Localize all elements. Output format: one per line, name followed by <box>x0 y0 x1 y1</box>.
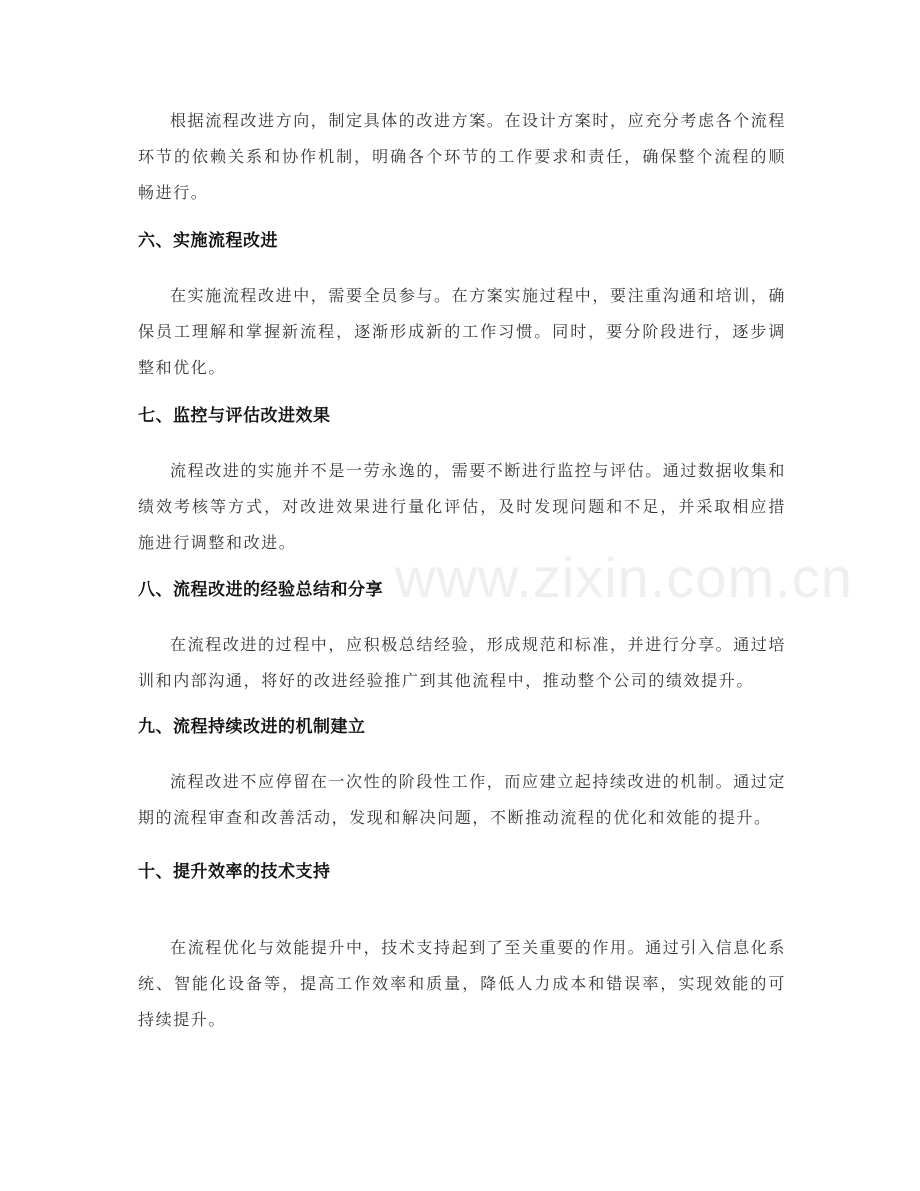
section-heading-8: 八、流程改进的经验总结和分享 <box>138 580 383 600</box>
section-body-10: 在流程优化与效能提升中，技术支持起到了至关重要的作用。通过引入信息化系统、智能化设备等，提高工作效率和质量，降低人力成本和错误率，实现效能的可持续提升。 <box>138 938 787 1029</box>
section-heading-10: 十、提升效率的技术支持 <box>138 862 331 882</box>
section-heading-7: 七、监控与评估改进效果 <box>138 406 331 426</box>
section-heading-9: 九、流程持续改进的机制建立 <box>138 717 366 737</box>
watermark: www.zixin.com.cn <box>395 546 853 609</box>
section-body-7: 流程改进的实施并不是一劳永逸的，需要不断进行监控与评估。通过数据收集和绩效考核等方式，对改进效果进行量化评估，及时发现问题和不足，并采取相应措施进行调整和改进。 <box>138 461 787 552</box>
section-heading-6: 六、实施流程改进 <box>138 231 278 251</box>
intro-paragraph: 根据流程改进方向，制定具体的改进方案。在设计方案时，应充分考虑各个流程环节的依赖关系和协作机制，明确各个环节的工作要求和责任，确保整个流程的顺畅进行。 <box>138 111 787 202</box>
section-body-6: 在实施流程改进中，需要全员参与。在方案实施过程中，要注重沟通和培训，确保员工理解和掌握新流程，逐渐形成新的工作习惯。同时，要分阶段进行，逐步调整和优化。 <box>138 286 787 377</box>
section-body-9: 流程改进不应停留在一次性的阶段性工作，而应建立起持续改进的机制。通过定期的流程审查和改善活动，发现和解决问题，不断推动流程的优化和效能的提升。 <box>138 772 787 827</box>
section-body-8: 在流程改进的过程中，应积极总结经验，形成规范和标准，并进行分享。通过培训和内部沟通，将好的改进经验推广到其他流程中，推动整个公司的绩效提升。 <box>138 635 787 690</box>
